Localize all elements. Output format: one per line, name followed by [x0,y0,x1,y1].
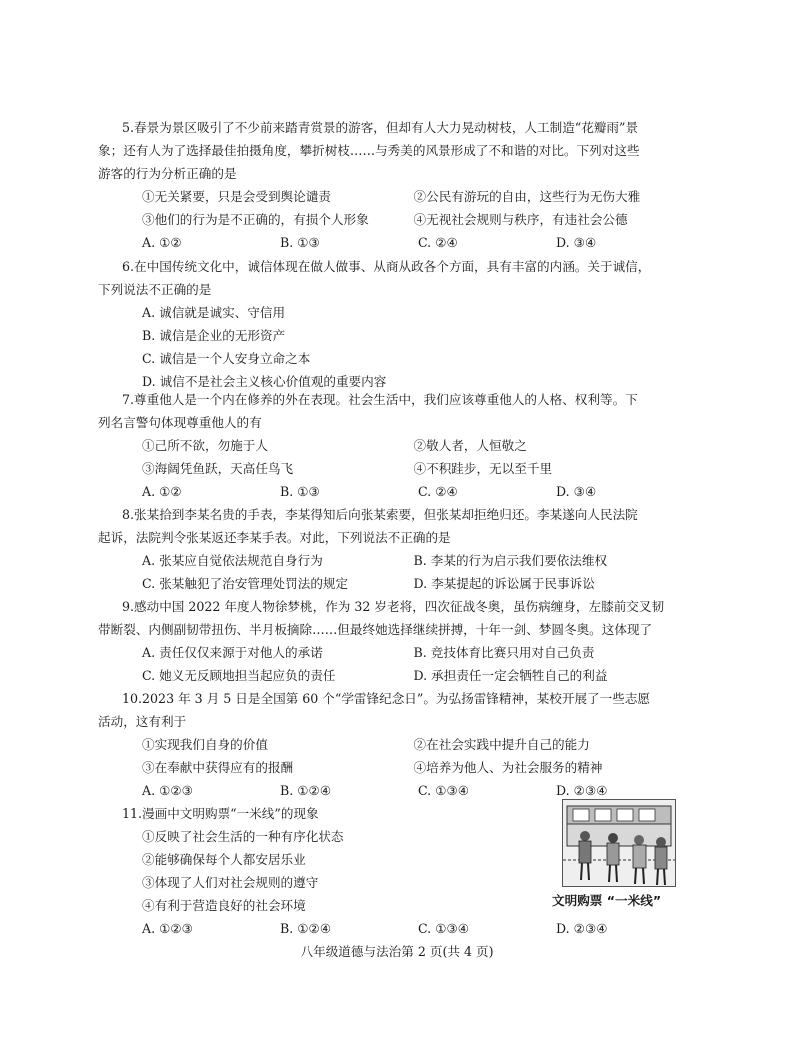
q11-statement-3: ③体现了人们对社会规则的遵守 [142,875,319,890]
q6-stem-line1: 6.在中国传统文化中，诚信体现在做人做事、从商从政各个方面，具有丰富的内涵。关于诚信， [122,259,651,274]
queue-cartoon-drawing [563,800,675,886]
q10-choice-c[interactable]: C. ①③④ [418,783,470,798]
q11-stem-line1: 11.漫画中文明购票“一米线”的现象 [122,806,319,821]
q6-choice-a[interactable]: A. 诚信就是诚实、守信用 [142,305,286,320]
q8-choice-d[interactable]: D. 李某提起的诉讼属于民事诉讼 [413,576,595,591]
q7-choice-b[interactable]: B. ①③ [280,484,320,499]
q7-choice-a[interactable]: A. ①② [142,484,182,499]
q10-statement-2: ②在社会实践中提升自己的能力 [413,737,590,752]
q5-statement-4: ④无视社会规则与秩序，有违社会公德 [413,212,628,227]
q5-stem-line3: 游客的行为分析正确的是 [98,166,237,181]
q8-choice-a[interactable]: A. 张某应自觉依法规范自身行为 [142,553,323,568]
q10-choice-b[interactable]: B. ①②④ [280,783,332,798]
q5-choices [120,231,685,254]
q7-choice-d[interactable]: D. ③④ [556,484,597,499]
q8-choice-c[interactable]: C. 张某触犯了治安管理处罚法的规定 [142,576,349,591]
q8-stem-line2: 起诉，法院判令张某返还李某手表。对此，下列说法不正确的是 [98,530,451,545]
q11-choices [120,917,685,940]
q5-statement-1: ①无关紧要，只是会受到舆论谴责 [142,189,331,204]
q10-statement-3: ③在奉献中获得应有的报酬 [142,760,294,775]
q8-stem-line1: 8.张某拾到李某名贵的手表，李某得知后向张某索要，但张某却拒绝归还。李某遂向人民法院 [122,507,638,522]
q11-choice-d[interactable]: D. ②③④ [556,921,608,936]
q9-stem-line2: 带断裂、内侧副韧带扭伤、半月板摘除……但最终她选择继续拼搏，十年一剑、梦圆冬奥。这体现了 [98,622,653,637]
question-7 [98,388,685,503]
q11-choice-a[interactable]: A. ①②③ [142,921,193,936]
q10-stem-line2: 活动，这有利于 [98,714,187,729]
q5-choice-a[interactable]: A. ①② [142,235,182,250]
q8-choices [120,549,685,595]
question-6 [98,255,685,393]
q6-choice-c[interactable]: C. 诚信是一个人安身立命之本 [142,351,311,366]
q5-stem-line1: 5.春景为景区吸引了不少前来踏青赏景的游客，但却有人大力晃动树枝，人工制造“花瓣雨”景 [122,120,639,135]
q5-choice-d[interactable]: D. ③④ [556,235,597,250]
q9-stem-line1: 9.感动中国 2022 年度人物徐梦桃，作为 32 岁老将，四次征战冬奥，虽伤病缠身，左膝前交叉韧 [122,599,665,614]
q11-statement-1: ①反映了社会生活的一种有序化状态 [142,829,344,844]
q7-statement-3: ③海阔凭鱼跃，天高任鸟飞 [142,461,294,476]
q10-choice-a[interactable]: A. ①②③ [142,783,193,798]
page-footer: 八年级道德与法治第 2 页(共 4 页) [300,944,494,959]
q7-statement-1: ①己所不欲，勿施于人 [142,438,268,453]
q6-choice-b[interactable]: B. 诚信是企业的无形资产 [142,328,286,343]
q7-stem-line1: 7.尊重他人是一个内在修养的外在表现。社会生活中，我们应该尊重他人的人格、权利等。下 [122,392,638,407]
q10-statement-1: ①实现我们自身的价值 [142,737,268,752]
q10-choice-d[interactable]: D. ②③④ [556,783,608,798]
question-5 [98,116,685,254]
question-8 [98,503,685,595]
q9-choice-d[interactable]: D. 承担责任一定会牺牲自己的利益 [413,668,608,683]
q8-choice-b[interactable]: B. 李某的行为启示我们要依法维权 [413,553,608,568]
question-10 [98,687,685,802]
q11-statement-4: ④有利于营造良好的社会环境 [142,898,306,913]
q5-statement-2: ②公民有游玩的自由，这些行为无伤大雅 [413,189,641,204]
q5-statements [120,185,685,231]
q5-statement-3: ③他们的行为是不正确的，有损个人形象 [142,212,369,227]
question-9 [98,595,685,687]
q7-statement-2: ②敬人者，人恒敬之 [413,438,527,453]
q11-choice-c[interactable]: C. ①③④ [418,921,470,936]
q10-statements [120,733,685,779]
q5-stem-line2: 象；还有人为了选择最佳拍摄角度，攀折树枝……与秀美的风景形成了不和谐的对比。下列对这些 [98,143,640,158]
q6-choice-d[interactable]: D. 诚信不是社会主义核心价值观的重要内容 [142,374,387,389]
q5-choice-c[interactable]: C. ②④ [418,235,458,250]
queue-cartoon-image [562,799,676,887]
q11-choice-b[interactable]: B. ①②④ [280,921,332,936]
q7-choices [120,480,685,503]
q7-statements [120,434,685,480]
cartoon-caption: 文明购票 “一米线” [552,893,662,908]
q9-choice-a[interactable]: A. 责任仅仅来源于对他人的承诺 [142,645,323,660]
q9-choices [120,641,685,687]
q9-choice-c[interactable]: C. 她义无反顾地担当起应负的责任 [142,668,336,683]
q7-stem-line2: 列名言警句体现尊重他人的有 [98,415,262,430]
q6-stem-line2: 下列说法不正确的是 [98,282,212,297]
q7-choice-c[interactable]: C. ②④ [418,484,458,499]
q7-statement-4: ④不积跬步，无以至千里 [413,461,553,476]
q5-choice-b[interactable]: B. ①③ [280,235,320,250]
q10-stem-line1: 10.2023 年 3 月 5 日是全国第 60 个“学雷锋纪念日”。为弘扬雷锋精神，某校开展了一些志愿 [122,691,651,706]
q11-statement-2: ②能够确保每个人都安居乐业 [142,852,306,867]
q9-choice-b[interactable]: B. 竞技体育比赛只用对自己负责 [413,645,595,660]
q10-statement-4: ④培养为他人、为社会服务的精神 [413,760,603,775]
q6-choices [120,301,685,393]
